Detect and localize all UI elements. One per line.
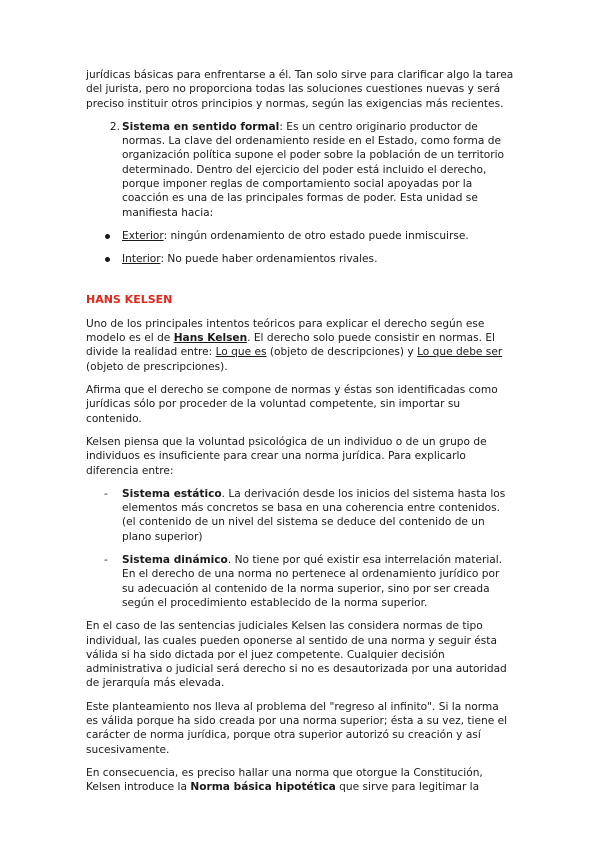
term-basic-norm: Norma básica hipotética: [190, 781, 336, 794]
bullet-label: Exterior: [122, 229, 164, 242]
bullet-icon: [86, 229, 122, 243]
dash-text: . La derivación desde los inicios del sistema hasta los elementos más concretos se basa en una coherencia entre contenidos. (el contenido de un nivel del sistema se deduce del contenido de un plano superior): [122, 487, 506, 543]
kelsen-intro-paragraph: Uno de los principales intentos teóricos para explicar el derecho según ese modelo es el de Hans Kelsen. El derecho solo puede consistir en normas. El divide la realidad entre: Lo que es (objeto de descripciones) y Lo que debe ser (objeto de prescripciones).: [86, 317, 503, 373]
dash-text: . No tiene por qué existir esa interrelación material. En el derecho de una norma no pertenece al ordenamiento jurídico por su adecuación al contenido de la norma superior, sino por ser creada según el procedimiento establecido de la norma superior.: [122, 554, 503, 609]
paragraph-infinite-regress: Este planteamiento nos lleva al problema del "regreso al infinito". Si la norma es válida porque ha sido creada por una norma superior; ésta a su vez, tiene el carácter de norma jurídica, porque otra superior autorizó su creación y así sucesivamente.: [86, 700, 508, 756]
numbered-item-2: [86, 120, 514, 220]
bullet-interior: [86, 252, 514, 266]
document-body: [86, 68, 514, 803]
kelsen-name: Hans Kelsen: [173, 332, 248, 345]
item-number: 2.: [109, 120, 120, 133]
bullet-exterior: [86, 229, 514, 243]
item-text: : Es un centro originario productor de normas. La clave del ordenamiento reside en el Estado, como forma de organización política supone el poder sobre la población de un territorio determinado. Dentro del ejercicio del poder está incluido el derecho, porque imponer reglas de comportamiento social apoyadas por la coacción es una de las principales formas de poder. Esta unidad se manifiesta hacia:: [122, 120, 505, 219]
dash-title: Sistema dinámico: [122, 554, 228, 567]
bullet-text: : No puede haber ordenamientos rivales.: [160, 253, 378, 266]
paragraph-judicial: En el caso de las sentencias judiciales Kelsen las considera normas de tipo individual, las cuales pueden oponerse al sentido de una norma y seguir ésta válida si ha sido dictada por el juez competente. Cualquier decisión administrativa o judicial será derecho si no es desautorizada por una autoridad de jerarquía más elevada.: [86, 620, 507, 690]
term-lo-que-es: Lo que es: [215, 346, 267, 359]
dash-marker: -: [104, 554, 108, 567]
section-heading: HANS KELSEN: [86, 292, 173, 306]
item-body: [122, 120, 514, 220]
dash-marker: -: [104, 487, 108, 500]
term-lo-que-debe-ser: Lo que debe ser: [417, 346, 503, 359]
dash-item-static: [86, 487, 514, 544]
bullet-label: Interior: [122, 253, 161, 266]
bullet-icon: [86, 252, 122, 266]
intro-paragraph: jurídicas básicas para enfrentarse a él. Tan solo sirve para clarificar algo la tarea del jurista, pero no proporciona todas las soluciones cuestiones nuevas y será preciso instituir otros principios y normas, según las exigencias más recientes.: [86, 69, 514, 110]
dash-item-dynamic: [86, 553, 514, 610]
item-title: Sistema en sentido formal: [122, 120, 280, 133]
dash-title: Sistema estático: [122, 487, 222, 500]
paragraph-basic-norm: En consecuencia, es preciso hallar una norma que otorgue la Constitución, Kelsen introduce la Norma básica hipotética que sirve para legitimar la: [86, 766, 483, 794]
bullet-text: : ningún ordenamiento de otro estado puede inmiscuirse.: [163, 229, 469, 242]
paragraph-will: Kelsen piensa que la voluntad psicológica de un individuo o de un grupo de individuos es insuficiente para crear una norma jurídica. Para explicarlo diferencia entre:: [86, 435, 487, 477]
paragraph-norms: Afirma que el derecho se compone de normas y éstas son identificadas como jurídicas sólo por proceder de la voluntad competente, sin importar su contenido.: [86, 384, 498, 425]
